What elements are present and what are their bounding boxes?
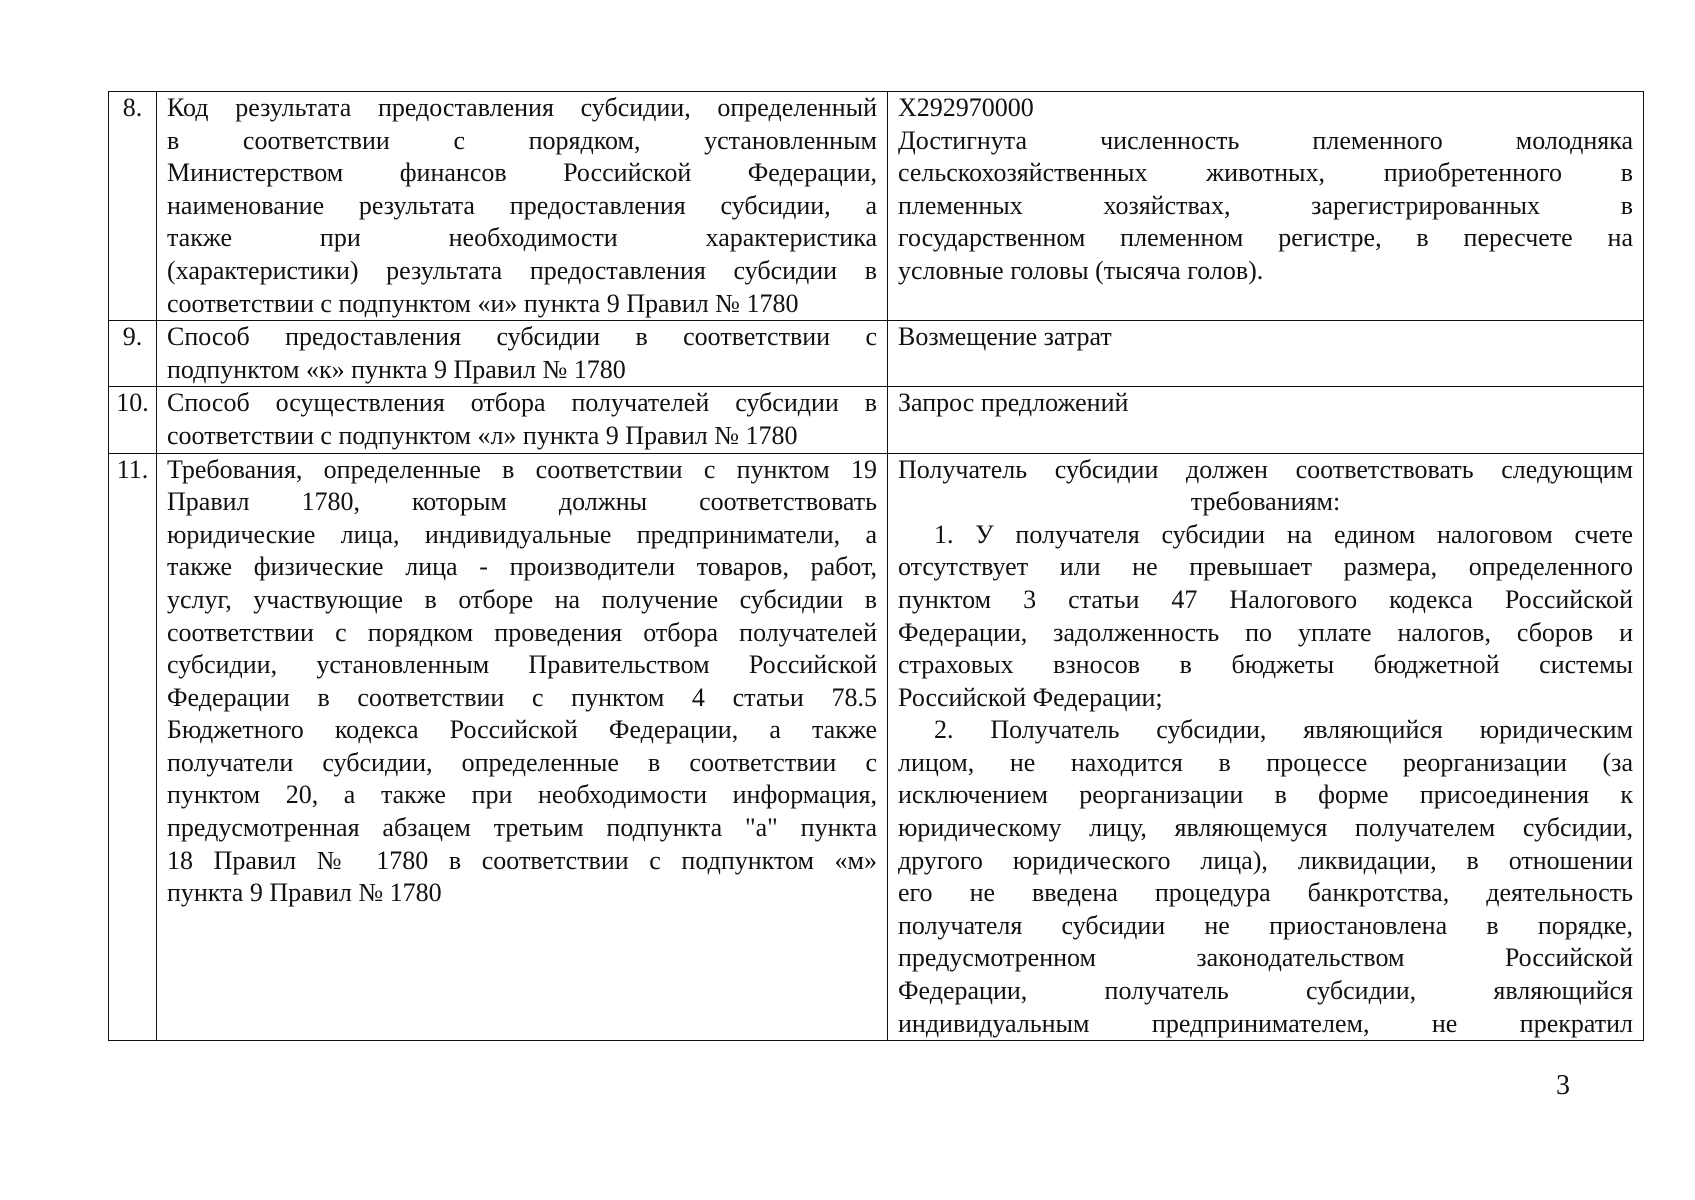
text-line: соответствии с подпунктом «л» пункта 9 Правил № 1780 xyxy=(167,420,798,450)
text-line: 1. У получателя субсидии на едином налоговом счете xyxy=(934,519,1633,549)
text-line: предусмотренная абзацем третьим подпункта "а" пункта xyxy=(167,813,877,843)
text-line: индивидуальным предпринимателем, не прекратил xyxy=(898,1008,1633,1038)
table-row-9 xyxy=(109,321,1644,387)
text-line: 2. Получатель субсидии, являющийся юридическим xyxy=(934,715,1633,745)
text-line: также физические лица - производители товаров, работ, xyxy=(167,552,877,582)
text-line: пунктом 3 статьи 47 Налогового кодекса Российской xyxy=(898,584,1633,614)
text-line: сельскохозяйственных животных, приобретенного в xyxy=(898,158,1633,188)
text-line: условные головы (тысяча голов). xyxy=(898,255,1264,285)
row-value xyxy=(888,453,1644,1041)
text-line: услуг, участвующие в отборе на получение субсидии в xyxy=(167,584,877,614)
text-line: Требования, определенные в соответствии с пунктом 19 xyxy=(167,454,877,484)
row-description xyxy=(157,453,888,1041)
text-line: наименование результата предоставления субсидии, а xyxy=(167,190,877,220)
text-line: Запрос предложений xyxy=(898,388,1129,418)
text-line: пунктом 20, а также при необходимости информация, xyxy=(167,780,877,810)
text-line: Федерации, задолженность по уплате налогов, сборов и xyxy=(898,617,1633,647)
text-line: Министерством финансов Российской Федерации, xyxy=(167,158,877,188)
row-value xyxy=(888,92,1644,321)
text-line: предусмотренном законодательством Российской xyxy=(898,943,1633,973)
text-line: Бюджетного кодекса Российской Федерации, а также xyxy=(167,715,877,745)
text-line: отсутствует или не превышает размера, определенного xyxy=(898,552,1633,582)
text-line: другого юридического лица), ликвидации, в отношении xyxy=(898,845,1633,875)
text-line: Федерации в соответствии с пунктом 4 статьи 78.5 xyxy=(167,682,877,712)
text-line: требованиям: xyxy=(1190,487,1341,517)
requirements-table xyxy=(108,91,1644,1041)
row-value xyxy=(888,387,1644,453)
text-line: юридические лица, индивидуальные предприниматели, а xyxy=(167,519,877,549)
row-description xyxy=(157,387,888,453)
text-line: субсидии, установленным Правительством Российской xyxy=(167,650,877,680)
row-description xyxy=(157,92,888,321)
text-line: соответствии с подпунктом «и» пункта 9 Правил № 1780 xyxy=(167,288,799,318)
row-number: 11. xyxy=(109,453,157,1041)
text-line: исключением реорганизации в форме присоединения к xyxy=(898,780,1633,810)
text-line: получатели субсидии, определенные в соответствии с xyxy=(167,747,877,777)
text-line: юридическому лицу, являющемуся получателем субсидии, xyxy=(898,813,1633,843)
row-number: 8. xyxy=(109,92,157,321)
text-line: Правил 1780, которым должны соответствовать xyxy=(167,487,877,517)
text-line: его не введена процедура банкротства, деятельность xyxy=(898,878,1633,908)
table-row-10 xyxy=(109,387,1644,453)
text-line: Российской Федерации; xyxy=(898,682,1163,712)
text-line: (характеристики) результата предоставления субсидии в xyxy=(167,255,877,285)
row-value xyxy=(888,321,1644,387)
text-line: Получатель субсидии должен соответствовать следующим xyxy=(898,454,1633,484)
result-code: X292970000 xyxy=(898,93,1034,122)
text-line: Способ осуществления отбора получателей субсидии в xyxy=(167,388,877,418)
table-row-11 xyxy=(109,453,1644,1041)
text-line: страховых взносов в бюджеты бюджетной системы xyxy=(898,650,1633,680)
text-line: соответствии с порядком проведения отбора получателей xyxy=(167,617,877,647)
text-line: Способ предоставления субсидии в соответствии с xyxy=(167,322,877,352)
page-number: 3 xyxy=(1556,1070,1570,1101)
text-line: государственном племенном регистре, в пересчете на xyxy=(898,223,1633,253)
text-line: пункта 9 Правил № 1780 xyxy=(167,878,442,908)
row-number: 10. xyxy=(109,387,157,453)
text-line: Достигнута численность племенного молодняка xyxy=(898,125,1633,155)
text-line: подпунктом «к» пункта 9 Правил № 1780 xyxy=(167,354,626,384)
text-line: получателя субсидии не приостановлена в порядке, xyxy=(898,910,1633,940)
text-line: Федерации, получатель субсидии, являющийся xyxy=(898,976,1633,1006)
table-row-8 xyxy=(109,92,1644,321)
row-number: 9. xyxy=(109,321,157,387)
row-description xyxy=(157,321,888,387)
text-line: племенных хозяйствах, зарегистрированных в xyxy=(898,190,1633,220)
text-line: Возмещение затрат xyxy=(898,322,1112,352)
text-line: также при необходимости характеристика xyxy=(167,223,877,253)
text-line: в соответствии с порядком, установленным xyxy=(167,125,877,155)
text-line: лицом, не находится в процессе реорганизации (за xyxy=(898,747,1633,777)
text-line: Код результата предоставления субсидии, определенный xyxy=(167,93,877,122)
text-line: 18 Правил № 1780 в соответствии с подпунктом «м» xyxy=(167,845,877,875)
